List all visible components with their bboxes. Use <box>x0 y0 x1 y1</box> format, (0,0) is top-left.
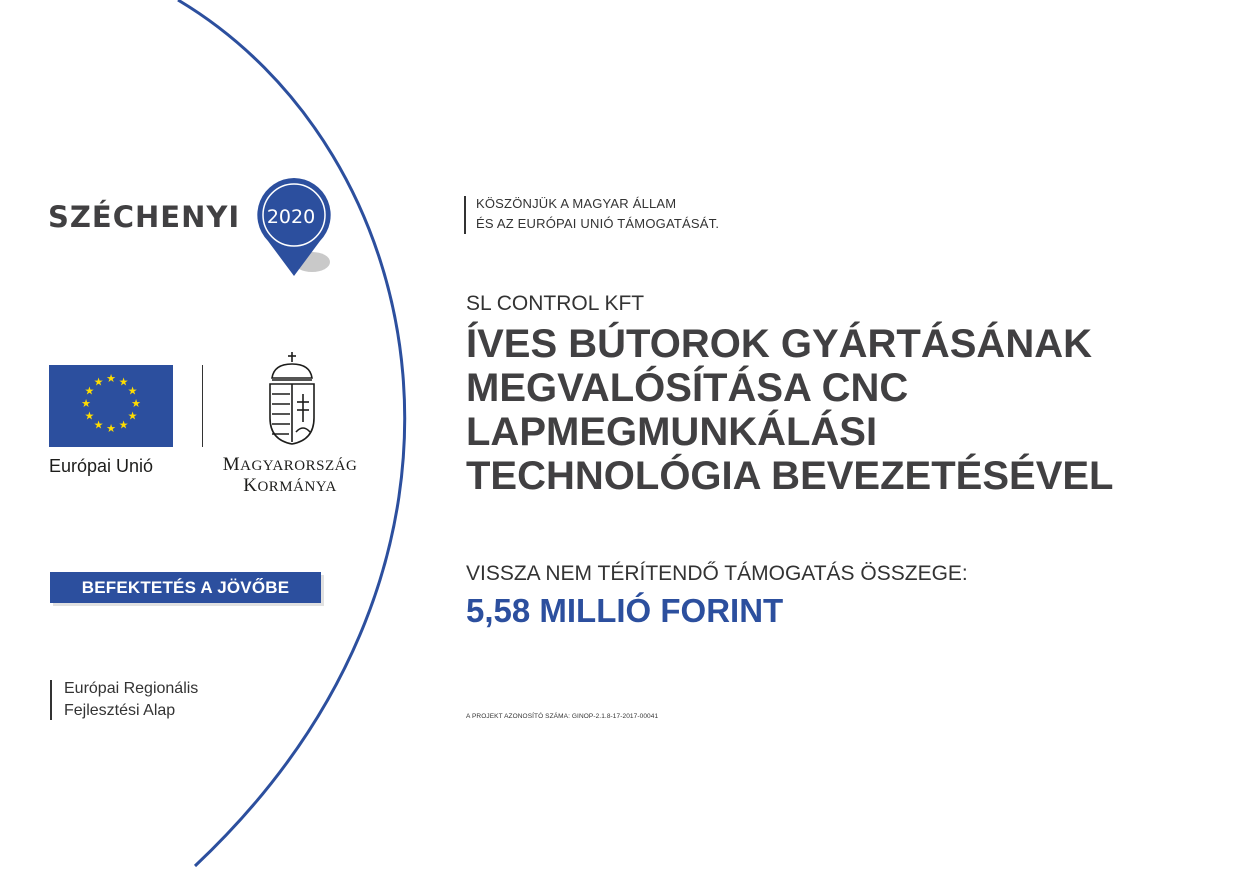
szechenyi-2020-logo <box>48 176 338 286</box>
svg-text:★: ★ <box>127 384 138 398</box>
grant-amount-label: VISSZA NEM TÉRÍTENDŐ TÁMOGATÁS ÖSSZEGE: <box>466 562 968 585</box>
svg-text:★: ★ <box>106 422 116 435</box>
svg-text:★: ★ <box>118 418 129 432</box>
thanks-line2: ÉS AZ EURÓPAI UNIÓ TÁMOGATÁSÁT. <box>476 216 720 231</box>
svg-text:★: ★ <box>84 384 95 398</box>
project-title-line4: TECHNOLÓGIA BEVEZETÉSÉVEL <box>466 454 1114 498</box>
szechenyi-year: 2020 <box>266 206 316 228</box>
location-pin-icon <box>254 176 334 286</box>
hungarian-government-label: MAGYARORSZÁG KORMÁNYA <box>222 454 358 496</box>
company-name: SL CONTROL KFT <box>466 292 645 315</box>
svg-text:★: ★ <box>127 409 138 423</box>
grant-amount: 5,58 MILLIÓ FORINT <box>466 592 784 629</box>
fund-name-line2: Fejlesztési Alap <box>64 702 176 719</box>
svg-text:★: ★ <box>84 409 95 423</box>
project-id: A PROJEKT AZONOSÍTÓ SZÁMA: GINOP-2.1.8-17-2017-00041 <box>466 713 659 720</box>
szechenyi-wordmark: SZÉCHENYI <box>48 200 241 234</box>
project-title-line2: MEGVALÓSÍTÁSA CNC <box>466 366 909 410</box>
thanks-line1: KÖSZÖNJÜK A MAGYAR ÁLLAM <box>476 196 677 211</box>
fund-name-line1: Európai Regionális <box>64 680 199 697</box>
svg-text:★: ★ <box>106 372 116 385</box>
eu-label: Európai Unió <box>49 456 154 476</box>
svg-text:★: ★ <box>81 397 91 410</box>
svg-text:★: ★ <box>93 375 104 389</box>
invest-future-badge: BEFEKTETÉS A JÖVŐBE <box>50 572 321 603</box>
logo-divider <box>202 365 203 447</box>
project-title-line1: ÍVES BÚTOROK GYÁRTÁSÁNAK <box>466 322 1092 366</box>
svg-text:★: ★ <box>131 397 141 410</box>
svg-text:★: ★ <box>118 375 129 389</box>
project-title <box>466 322 1166 498</box>
hungarian-coat-of-arms-icon <box>262 350 322 446</box>
project-title-line3: LAPMEGMUNKÁLÁSI <box>466 410 878 454</box>
svg-text:★: ★ <box>93 418 104 432</box>
eu-flag-icon <box>49 365 173 447</box>
thanks-divider <box>464 196 466 234</box>
fund-divider <box>50 680 52 720</box>
